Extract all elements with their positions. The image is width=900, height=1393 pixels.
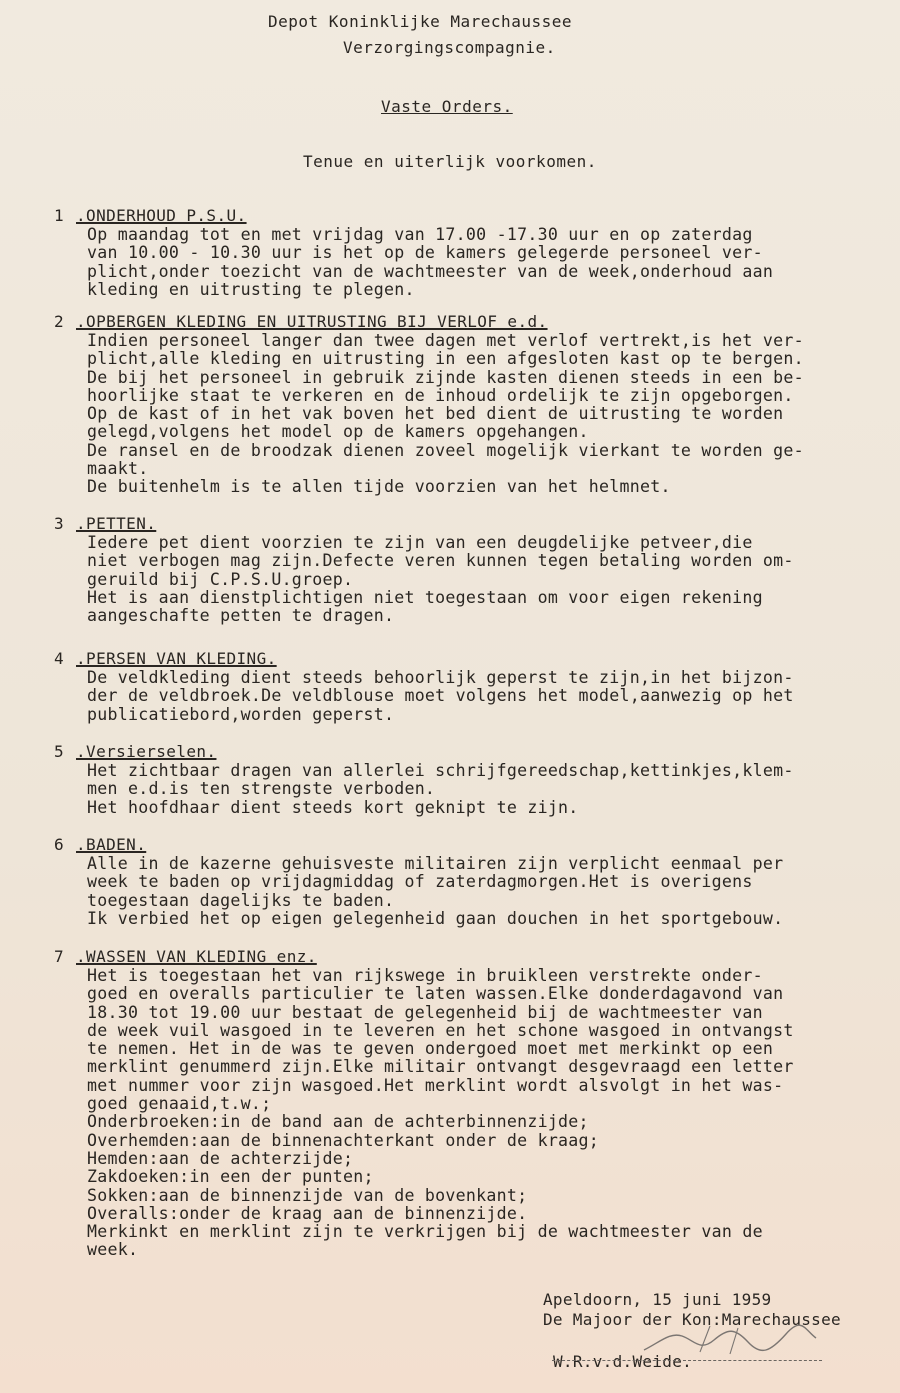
section-line: Het is aan dienstplichtigen niet toegestaan om voor eigen rekening — [87, 587, 763, 607]
section-line: niet verbogen mag zijn.Defecte veren kunnen tegen betaling worden om- — [87, 551, 794, 571]
section-line: goed genaaid,t.w.; — [87, 1094, 272, 1114]
section-title: .OPBERGEN KLEDING EN UITRUSTING BIJ VERLOF e.d. — [76, 312, 548, 331]
section-title: .PERSEN VAN KLEDING. — [76, 649, 277, 668]
section-line: Overhemden:aan de binnenachterkant onder de kraag; — [87, 1130, 600, 1150]
section-line: Merkinkt en merklint zijn te verkrijgen bij de wachtmeester van de — [87, 1222, 763, 1242]
section-line: Ik verbied het op eigen gelegenheid gaan douchen in het sportgebouw. — [87, 908, 784, 928]
section-title: .Versierselen. — [76, 742, 217, 761]
section-line: Op maandag tot en met vrijdag van 17.00 -17.30 uur en op zaterdag — [87, 225, 753, 244]
section-line: De buitenhelm is te allen tijde voorzien van het helmnet. — [87, 477, 671, 497]
section-title: .PETTEN. — [76, 514, 157, 533]
section-line: publicatiebord,worden geperst. — [87, 704, 395, 724]
section-number: 7 — [54, 947, 64, 966]
section-line: met nummer voor zijn wasgoed.Het merklint wordt alsvolgt in het was- — [87, 1075, 784, 1095]
section-line: Op de kast of in het vak boven het bed dient de uitrusting te worden — [87, 404, 784, 424]
signatory-role: De Majoor der Kon:Marechaussee — [543, 1310, 841, 1329]
section-4 — [54, 649, 874, 724]
section-line: Alle in de kazerne gehuisveste militairen zijn verplicht eenmaal per — [87, 854, 784, 873]
section-line: merklint genummerd zijn.Elke militair ontvangt desgevraagd een letter — [87, 1057, 794, 1077]
section-number: 3 — [54, 514, 64, 533]
section-5 — [54, 742, 874, 817]
section-line: Indien personeel langer dan twee dagen met verlof vertrekt,is het ver- — [87, 331, 804, 350]
document-heading: Vaste Orders. — [381, 97, 513, 116]
signatory-name: W.R.v.d.Weide. — [553, 1352, 693, 1371]
section-line: week. — [87, 1240, 139, 1260]
section-line: toegestaan dagelijks te baden. — [87, 890, 395, 910]
section-line: maakt. — [87, 459, 149, 479]
section-line: 18.30 tot 19.00 uur bestaat de gelegenheid bij de wachtmeester van — [87, 1002, 763, 1022]
section-line: Overalls:onder de kraag aan de binnenzijde. — [87, 1203, 528, 1223]
section-line: plicht,onder toezicht van de wachtmeester van de week,onderhoud aan — [87, 261, 774, 281]
section-line: Het is toegestaan het van rijkswege in bruikleen verstrekte onder- — [87, 966, 763, 985]
place-date: Apeldoorn, 15 juni 1959 — [543, 1290, 772, 1309]
section-line: plicht,alle kleding en uitrusting in een afgesloten kast op te bergen. — [87, 349, 804, 369]
section-line: week te baden op vrijdagmiddag of zaterdagmorgen.Het is overigens — [87, 872, 753, 892]
section-line: kleding en uitrusting te plegen. — [87, 279, 415, 299]
section-1 — [54, 206, 874, 299]
section-line: Onderbroeken:in de band aan de achterbinnenzijde; — [87, 1112, 589, 1132]
section-number: 2 — [54, 312, 64, 331]
section-line: Zakdoeken:in een der punten; — [87, 1167, 374, 1187]
section-number: 5 — [54, 742, 64, 761]
header-company: Verzorgingscompagnie. — [343, 38, 556, 57]
section-line: aangeschafte petten te dragen. — [87, 606, 395, 626]
section-2 — [54, 312, 874, 497]
section-line: goed en overalls particulier te laten wassen.Elke donderdagavond van — [87, 984, 784, 1004]
section-title: .WASSEN VAN KLEDING enz. — [76, 947, 317, 966]
section-line: gelegd,volgens het model op de kamers opgehangen. — [87, 422, 589, 442]
section-number: 1 — [54, 206, 64, 225]
handwritten-signature — [640, 1322, 820, 1362]
section-title: .ONDERHOUD P.S.U. — [76, 206, 247, 225]
section-line: De ransel en de broodzak dienen zoveel mogelijk vierkant te worden ge- — [87, 440, 804, 460]
section-line: Sokken:aan de binnenzijde van de bovenkant; — [87, 1185, 528, 1205]
section-7 — [54, 947, 874, 1260]
section-line: te nemen. Het in de was te geven ondergoed moet met merkinkt op een — [87, 1039, 774, 1059]
section-line: de week vuil wasgoed in te leveren en het schone wasgoed in ontvangst — [87, 1020, 794, 1040]
header-depot: Depot Koninklijke Marechaussee — [268, 12, 572, 31]
section-line: De veldkleding dient steeds behoorlijk geperst te zijn,in het bijzon- — [87, 668, 794, 687]
section-line: men e.d.is ten strengste verboden. — [87, 779, 436, 799]
section-line: geruild bij C.P.S.U.groep. — [87, 569, 354, 589]
section-3 — [54, 514, 874, 625]
section-6 — [54, 835, 874, 928]
section-title: .BADEN. — [76, 835, 147, 854]
section-number: 6 — [54, 835, 64, 854]
section-line: Het hoofdhaar dient steeds kort geknipt te zijn. — [87, 797, 579, 817]
section-line: hoorlijke staat te verkeren en de inhoud ordelijk te zijn opgeborgen. — [87, 385, 794, 405]
section-line: De bij het personeel in gebruik zijnde kasten dienen steeds in een be- — [87, 367, 804, 387]
signature-rule — [552, 1360, 822, 1362]
section-number: 4 — [54, 649, 64, 668]
section-line: der de veldbroek.De veldblouse moet volgens het model,aanwezig op het — [87, 686, 794, 706]
section-line: van 10.00 - 10.30 uur is het op de kamers gelegerde personeel ver- — [87, 243, 763, 263]
section-line: Het zichtbaar dragen van allerlei schrijfgereedschap,kettinkjes,klem- — [87, 761, 794, 780]
section-line: Iedere pet dient voorzien te zijn van een deugdelijke petveer,die — [87, 533, 753, 552]
section-line: Hemden:aan de achterzijde; — [87, 1148, 354, 1168]
document-subheading: Tenue en uiterlijk voorkomen. — [303, 152, 597, 171]
